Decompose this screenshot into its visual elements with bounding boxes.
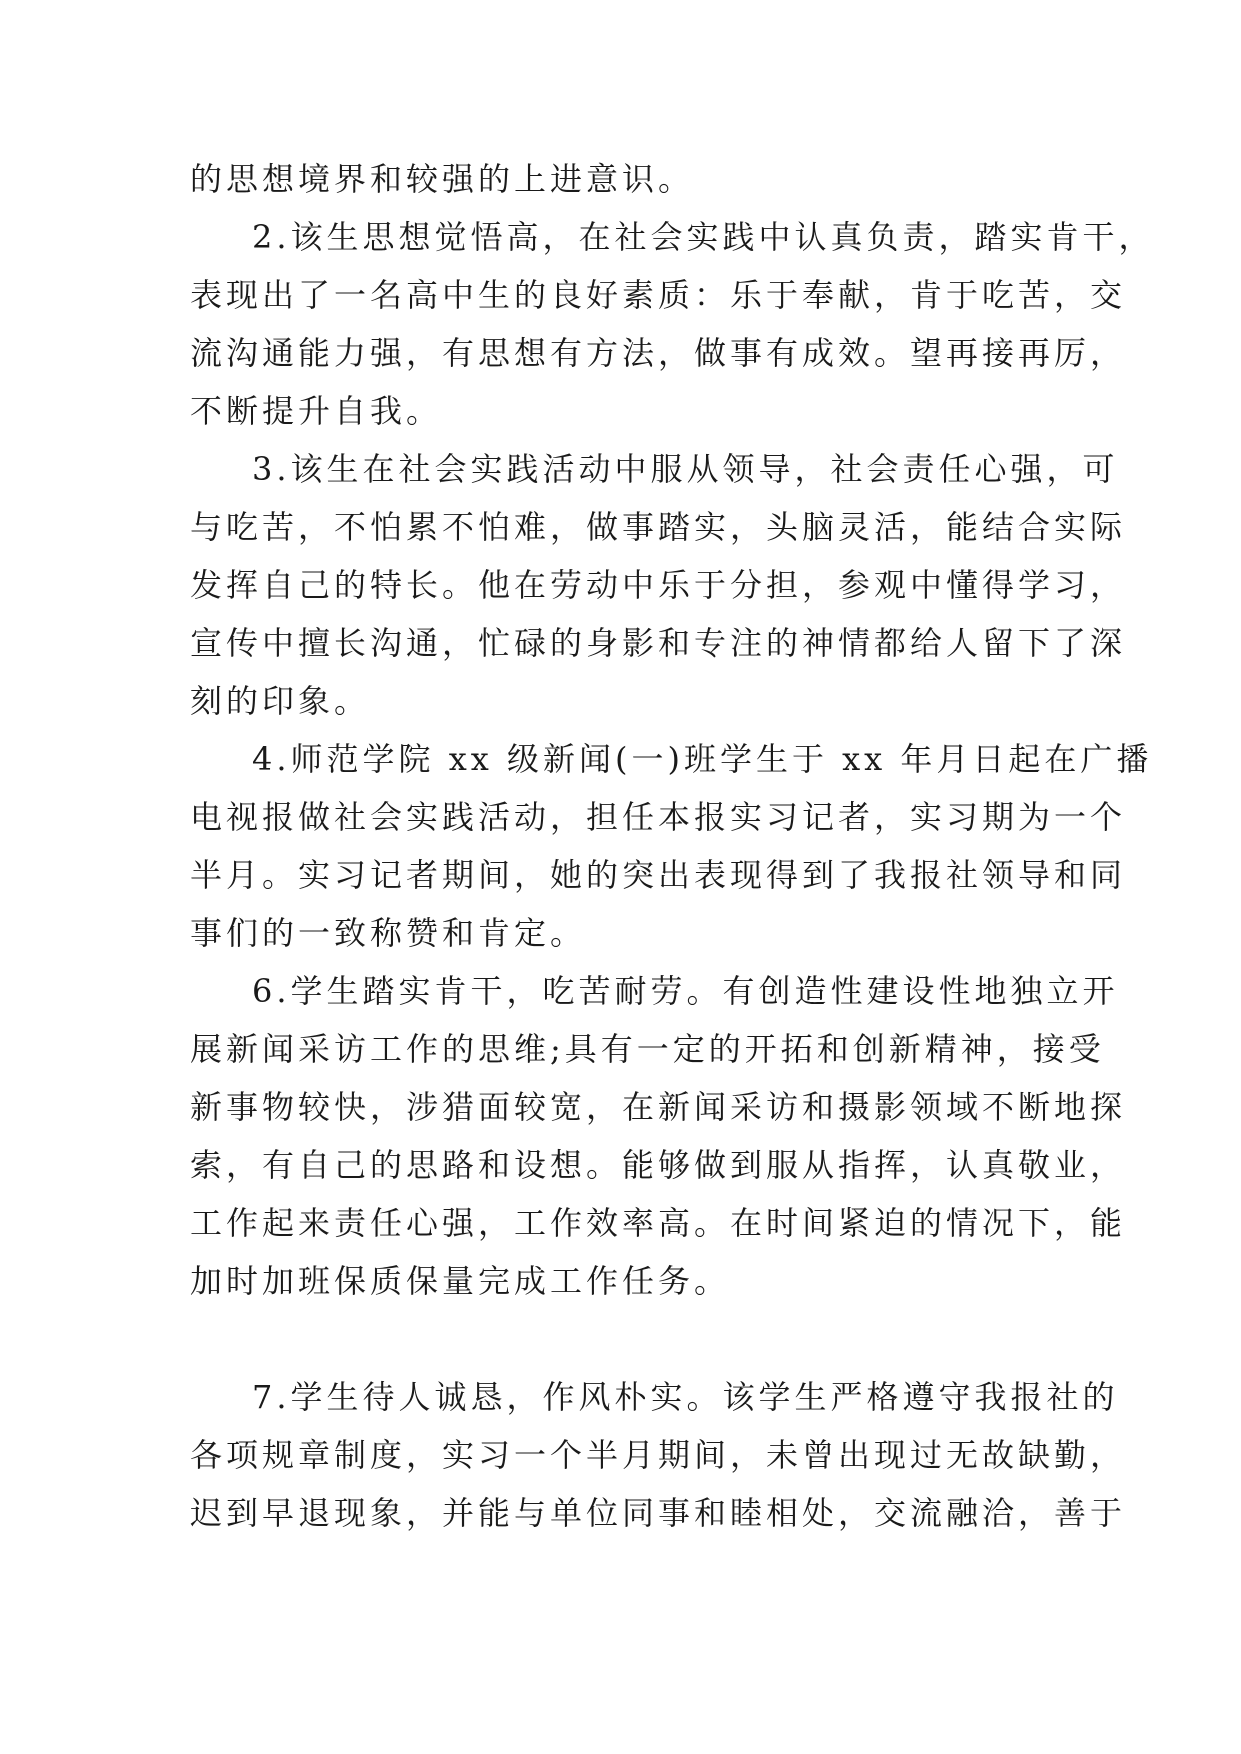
paragraph-line: 迟到早退现象，并能与单位同事和睦相处，交流融洽，善于: [190, 1494, 1127, 1532]
paragraph-item-3: [190, 440, 1127, 730]
paragraph-item-2: [190, 208, 1155, 440]
paragraph-line: 流沟通能力强，有思想有方法，做事有成效。望再接再厉，: [190, 334, 1127, 372]
paragraph-line: 宣传中擅长沟通，忙碌的身影和专注的神情都给人留下了深: [190, 624, 1127, 662]
paragraph-line: 6.学生踏实肯干，吃苦耐劳。有创造性建设性地独立开: [252, 972, 1119, 1010]
paragraph-line: 7.学生待人诚恳，作风朴实。该学生严格遵守我报社的: [252, 1378, 1119, 1416]
paragraph-item-6: [190, 962, 1127, 1310]
paragraph-continued: [190, 150, 1060, 208]
paragraph-item-4: [190, 730, 1153, 962]
paragraph-line: 半月。实习记者期间，她的突出表现得到了我报社领导和同: [190, 856, 1127, 894]
paragraph-line: 电视报做社会实践活动，担任本报实习记者，实习期为一个: [190, 798, 1127, 836]
paragraph-line: 3.该生在社会实践活动中服从领导，社会责任心强，可: [252, 450, 1119, 488]
document-body: [190, 150, 1155, 1542]
paragraph-line: 工作起来责任心强，工作效率高。在时间紧迫的情况下，能: [190, 1204, 1127, 1242]
paragraph-line: 的思想境界和较强的上进意识。: [190, 160, 695, 198]
paragraph-item-7: [190, 1368, 1127, 1542]
paragraph-spacer: [190, 1310, 1060, 1368]
paragraph-line: 刻的印象。: [190, 682, 371, 720]
paragraph-line: 各项规章制度，实习一个半月期间，未曾出现过无故缺勤，: [190, 1436, 1127, 1474]
paragraph-line: 展新闻采访工作的思维;具有一定的开拓和创新精神，接受: [190, 1030, 1105, 1068]
paragraph-line: 与吃苦，不怕累不怕难，做事踏实，头脑灵活，能结合实际: [190, 508, 1127, 546]
paragraph-line: 不断提升自我。: [190, 392, 443, 430]
paragraph-line: 新事物较快，涉猎面较宽，在新闻采访和摄影领域不断地探: [190, 1088, 1127, 1126]
paragraph-line: 发挥自己的特长。他在劳动中乐于分担，参观中懂得学习，: [190, 566, 1127, 604]
paragraph-line: 4.师范学院 xx 级新闻(一)班学生于 xx 年月日起在广播: [252, 740, 1153, 778]
paragraph-line: 事们的一致称赞和肯定。: [190, 914, 587, 952]
paragraph-line: 索，有自己的思路和设想。能够做到服从指挥，认真敬业，: [190, 1146, 1127, 1184]
paragraph-line: 表现出了一名高中生的良好素质：乐于奉献，肯于吃苦，交: [190, 276, 1127, 314]
paragraph-line: 2.该生思想觉悟高，在社会实践中认真负责，踏实肯干，: [252, 218, 1155, 256]
paragraph-line: 加时加班保质保量完成工作任务。: [190, 1262, 731, 1300]
